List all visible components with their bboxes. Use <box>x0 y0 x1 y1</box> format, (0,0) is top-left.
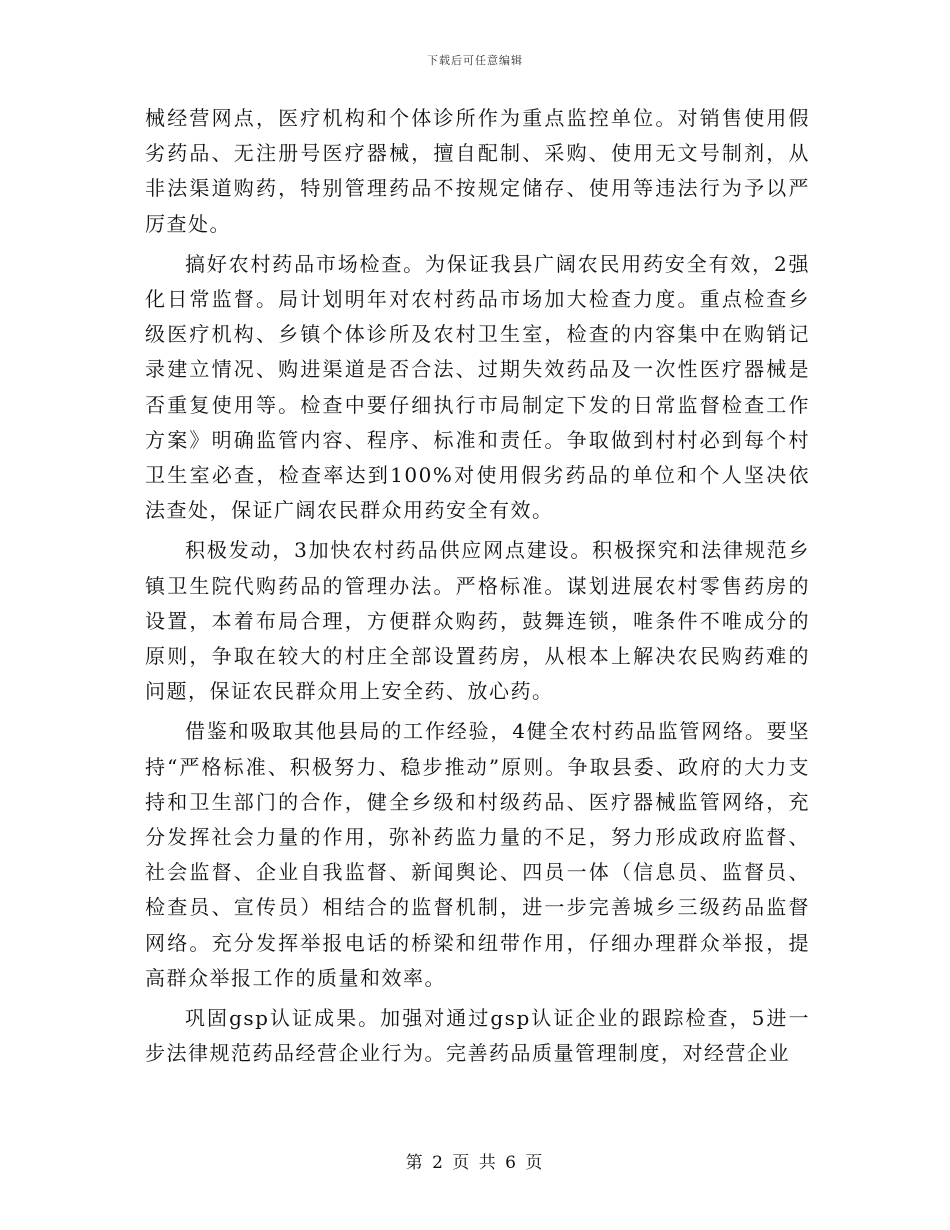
document-body <box>145 101 810 1076</box>
paragraph-1: 械经营网点，医疗机构和个体诊所作为重点监控单位。对销售使用假劣药品、无注册号医疗器械，擅自配制、采购、使用无文号制剂，从非法渠道购药，特别管理药品不按规定储存、使用等违法行为予以严厉查处。 <box>145 106 810 236</box>
page-header: 下载后可任意编辑 <box>427 54 523 67</box>
paragraph-5: 巩固gsp认证成果。加强对通过gsp认证企业的跟踪检查，5进一步法律规范药品经营企业行为。完善药品质量管理制度，对经营企业 <box>145 1006 810 1066</box>
page-number: 第 2 页 共 6 页 <box>405 1153 545 1173</box>
paragraph-4: 借鉴和吸取其他县局的工作经验，4健全农村药品监管网络。要坚持“严格标准、积极努力、稳步推动”原则。争取县委、政府的大力支持和卫生部门的合作，健全乡级和村级药品、医疗器械监管网络，充分发挥社会力量的作用，弥补药监力量的不足，努力形成政府监督、社会监督、企业自我监督、新闻舆论、四员一体（信息员、监督员、检查员、宣传员）相结合的监督机制，进一步完善城乡三级药品监督网络。充分发挥举报电话的桥梁和纽带作用，仔细办理群众举报，提高群众举报工作的质量和效率。 <box>145 719 810 990</box>
paragraph-3: 积极发动，3加快农村药品供应网点建设。积极探究和法律规范乡镇卫生院代购药品的管理办法。严格标准。谋划进展农村零售药房的设置，本着布局合理，方便群众购药，鼓舞连锁，唯条件不唯成分的原则，争取在较大的村庄全部设置药房，从根本上解决农民购药难的问题，保证农民群众用上安全药、放心药。 <box>145 538 810 704</box>
paragraph-2: 搞好农村药品市场检查。为保证我县广阔农民用药安全有效，2强化日常监督。局计划明年对农村药品市场加大检查力度。重点检查乡级医疗机构、乡镇个体诊所及农村卫生室，检查的内容集中在购销记录建立情况、购进渠道是否合法、过期失效药品及一次性医疗器械是否重复使用等。检查中要仔细执行市局制定下发的日常监督检查工作方案》明确监管内容、程序、标准和责任。争取做到村村必到每个村卫生室必查，检查率达到100%对使用假劣药品的单位和个人坚决依法查处，保证广阔农民群众用药安全有效。 <box>145 251 810 523</box>
